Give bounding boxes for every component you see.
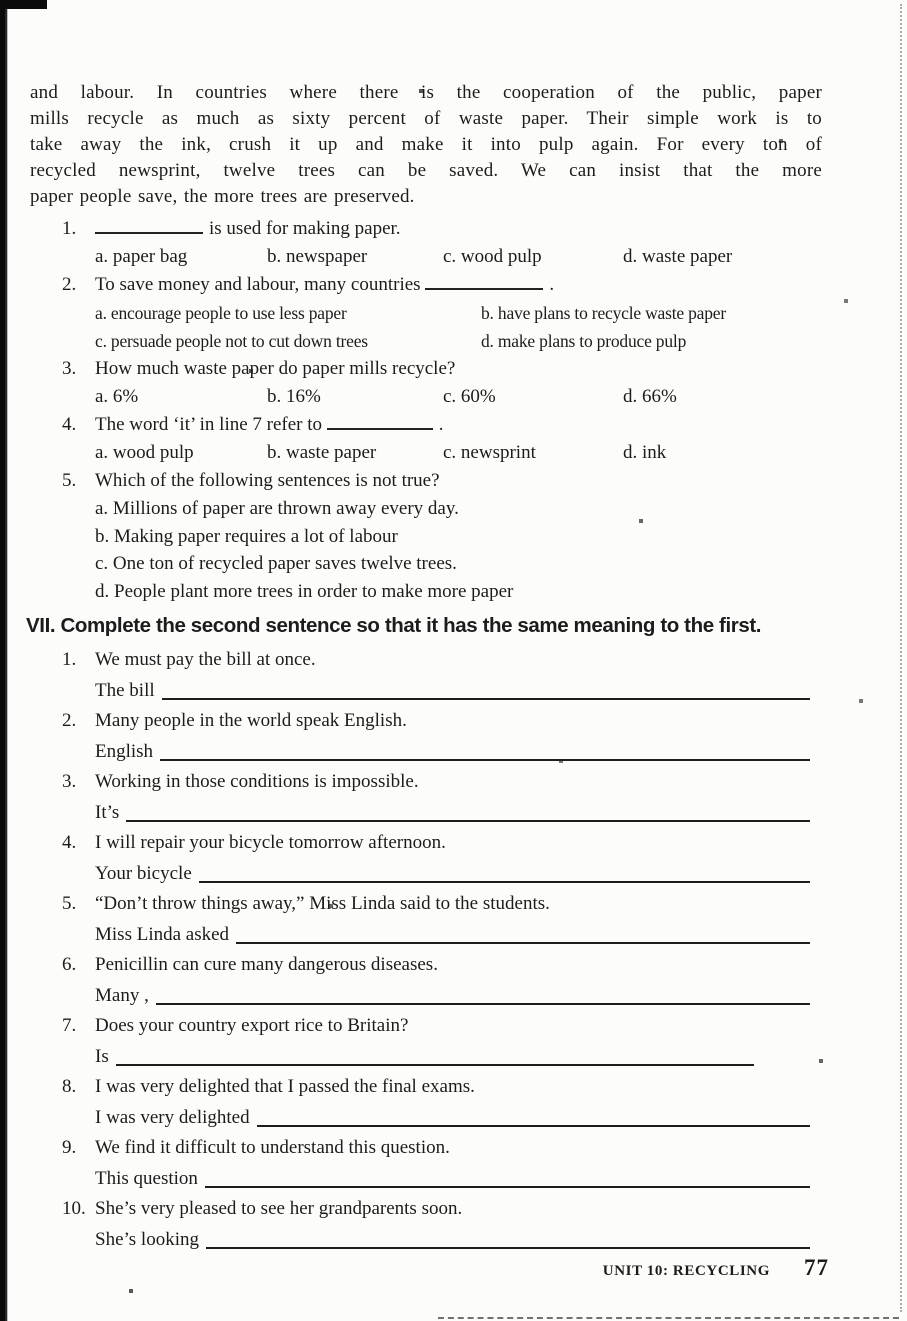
option-d: d. ink (623, 442, 667, 463)
source-sentence-line (30, 828, 822, 857)
unit-footer-label: UNIT 10: RECYCLING (602, 1263, 770, 1279)
mcq-question (30, 355, 822, 411)
question-line (30, 271, 822, 299)
answer-stem: I was very delighted (95, 1107, 250, 1129)
answer-stem: Is (95, 1046, 109, 1068)
question-text: To save money and labour, many countries (95, 274, 426, 295)
answer-line (95, 1162, 822, 1192)
scan-border-right (900, 4, 902, 1312)
option-c: c. One ton of recycled paper saves twelve trees. (95, 553, 457, 575)
answer-stem: This question (95, 1168, 198, 1190)
question-text: . (549, 274, 555, 295)
source-sentence-line (30, 889, 822, 918)
question-text: . (438, 414, 444, 435)
transformation-item (30, 889, 822, 948)
answer-blank (95, 217, 203, 234)
reading-passage (30, 80, 822, 210)
page-number: 77 (804, 1255, 829, 1280)
answer-line (95, 735, 822, 765)
answer-blank (425, 273, 543, 290)
option-d: d. 66% (623, 386, 677, 407)
question-number: 4. (62, 414, 77, 435)
passage-line: and labour. In countries where there is the cooperation of the public, paper (30, 82, 822, 103)
item-number: 10. (62, 1198, 86, 1220)
answer-blank (126, 818, 810, 822)
question-line (30, 355, 822, 383)
option-a: a. encourage people to use less paper (95, 303, 347, 323)
multiple-choice-questions (30, 215, 822, 605)
source-sentence-line (30, 645, 822, 674)
answer-blank (162, 696, 810, 700)
transformation-item (30, 950, 822, 1009)
answer-blank (199, 879, 810, 883)
option-b: b. Making paper requires a lot of labour (95, 525, 398, 547)
answer-stem: She’s looking (95, 1229, 199, 1251)
option-c: c. 60% (443, 386, 496, 407)
page-content (26, 80, 822, 1253)
options-row (95, 243, 822, 271)
scan-border-top (0, 0, 47, 9)
option-c: c. wood pulp (443, 246, 542, 267)
mcq-question (30, 215, 822, 271)
answer-line (95, 1223, 822, 1253)
item-number: 2. (62, 710, 77, 732)
source-sentence-line (30, 767, 822, 796)
source-sentence-line (30, 706, 822, 735)
question-text: is used for making paper. (209, 218, 401, 239)
options-row (95, 383, 822, 411)
scan-border-left (0, 0, 8, 1321)
question-number: 3. (62, 358, 77, 379)
answer-blank (327, 413, 433, 430)
answer-line (95, 979, 822, 1009)
answer-stem: Miss Linda asked (95, 924, 230, 946)
transformation-item (30, 1133, 822, 1192)
item-number: 3. (62, 771, 77, 793)
item-number: 5. (62, 893, 77, 915)
answer-blank (257, 1123, 810, 1127)
passage-line: paper people save, the more trees are preserved. (30, 186, 415, 207)
options-row (95, 439, 822, 467)
option-b: b. have plans to recycle waste paper (481, 303, 726, 323)
answer-line (95, 918, 822, 948)
item-number: 8. (62, 1076, 77, 1098)
section-vii-heading: VII. Complete the second sentence so that it has the same meaning to the first. (26, 614, 762, 638)
transformation-item (30, 706, 822, 765)
transformation-item (30, 1194, 822, 1253)
item-number: 6. (62, 954, 77, 976)
option-c: c. persuade people not to cut down trees (95, 331, 368, 351)
mcq-question (30, 271, 822, 355)
option-d: d. make plans to produce pulp (481, 331, 687, 351)
answer-stem: English (95, 741, 154, 763)
source-sentence-line (30, 1133, 822, 1162)
source-sentence: She’s very pleased to see her grandparents soon. (95, 1198, 463, 1220)
answer-stem: Many , (95, 985, 149, 1007)
source-sentence: Penicillin can cure many dangerous diseases. (95, 954, 438, 976)
source-sentence-line (30, 1011, 822, 1040)
sentence-transformation-exercise (30, 645, 822, 1253)
option-b: b. newspaper (267, 246, 368, 267)
answer-blank (160, 757, 810, 761)
option-d: d. People plant more trees in order to make more paper (95, 580, 514, 602)
option-a: a. 6% (95, 386, 139, 407)
question-stem (95, 355, 822, 383)
question-text: How much waste paper do paper mills recycle? (95, 358, 456, 379)
option-a: a. wood pulp (95, 442, 194, 463)
option-b: b. 16% (267, 386, 321, 407)
question-stem (95, 411, 822, 439)
mcq-question (30, 467, 822, 605)
source-sentence-line (30, 950, 822, 979)
answer-stem: It’s (95, 802, 120, 824)
answer-line (95, 857, 822, 887)
transformation-item (30, 645, 822, 704)
answer-blank (116, 1062, 754, 1066)
passage-line: take away the ink, crush it up and make it into pulp again. For every ton of (30, 134, 822, 155)
answer-stem: Your bicycle (95, 863, 192, 885)
transformation-item (30, 828, 822, 887)
answer-line (95, 796, 822, 826)
option-a: a. paper bag (95, 246, 188, 267)
scan-border-bottom (438, 1317, 899, 1319)
question-line (30, 411, 822, 439)
source-sentence-line (30, 1194, 822, 1223)
passage-line: recycled newsprint, twelve trees can be saved. We can insist that the more (30, 160, 822, 181)
question-text: Which of the following sentences is not true? (95, 470, 440, 491)
source-sentence: We find it difficult to understand this question. (95, 1137, 450, 1159)
answer-stem: The bill (95, 680, 155, 702)
transformation-item (30, 1011, 822, 1070)
question-text: The word ‘it’ in line 7 refer to (95, 414, 327, 435)
option-d: d. waste paper (623, 246, 733, 267)
options-row (95, 495, 822, 605)
answer-line (95, 1040, 822, 1070)
source-sentence: We must pay the bill at once. (95, 649, 316, 671)
question-stem (95, 467, 822, 495)
question-number: 5. (62, 470, 77, 491)
answer-blank (206, 1245, 810, 1249)
answer-blank (156, 1001, 810, 1005)
option-a: a. Millions of paper are thrown away every day. (95, 498, 459, 519)
question-stem (95, 215, 822, 243)
source-sentence: Does your country export rice to Britain? (95, 1015, 409, 1037)
question-stem (95, 271, 822, 299)
source-sentence: I was very delighted that I passed the final exams. (95, 1076, 475, 1098)
question-number: 1. (62, 218, 77, 239)
source-sentence-line (30, 1072, 822, 1101)
scan-noise-speckles (0, 0, 2, 2)
item-number: 1. (62, 649, 77, 671)
answer-blank (236, 940, 810, 944)
item-number: 4. (62, 832, 77, 854)
source-sentence: I will repair your bicycle tomorrow afternoon. (95, 832, 446, 854)
page-footer (603, 1255, 829, 1281)
options-row (95, 299, 822, 355)
option-c: c. newsprint (443, 442, 536, 463)
answer-line (95, 674, 822, 704)
transformation-item (30, 767, 822, 826)
option-b: b. waste paper (267, 442, 377, 463)
answer-blank (205, 1184, 810, 1188)
question-line (30, 215, 822, 243)
item-number: 9. (62, 1137, 77, 1159)
source-sentence: Many people in the world speak English. (95, 710, 407, 732)
question-line (30, 467, 822, 495)
mcq-question (30, 411, 822, 467)
question-number: 2. (62, 274, 77, 295)
item-number: 7. (62, 1015, 77, 1037)
source-sentence: Working in those conditions is impossible. (95, 771, 419, 793)
transformation-item (30, 1072, 822, 1131)
passage-line: mills recycle as much as sixty percent of waste paper. Their simple work is to (30, 108, 822, 129)
answer-line (95, 1101, 822, 1131)
source-sentence: “Don’t throw things away,” Miss Linda said to the students. (95, 893, 550, 915)
